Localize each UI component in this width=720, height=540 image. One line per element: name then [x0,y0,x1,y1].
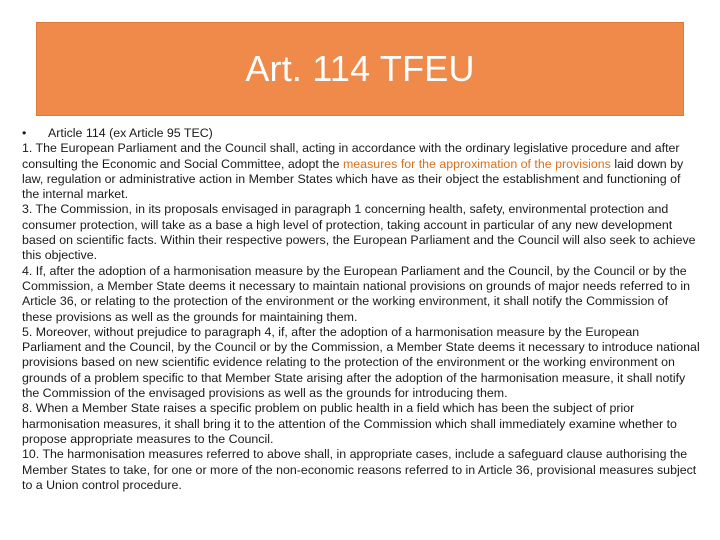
paragraph-8: 8. When a Member State raises a specific problem on public health in a field which has been the subject of prior harmonisation measures, it shall bring it to the attention of the Commission which shall immediately examine whether to propose appropriate measures to the Council. [22,401,677,446]
paragraph-4: 4. If, after the adoption of a harmonisation measure by the European Parliament and the Council, by the Council or by the Commission, a Member State deems it necessary to maintain national provisions on grounds of major needs referred to in Article 36, or relating to the protection of the environment or the working environment, it shall notify the Commission of these provisions as well as the grounds for maintaining them. [22,263,691,324]
paragraph-1-text-end: laid down by law, regulation or administrative action in Member States which have as their object the establishment and functioning of the internal market. [22,156,684,202]
paragraph-3: 3. The Commission, in its proposals envisaged in paragraph 1 concerning health, safety, environmental protection and consumer protection, will take as a base a high level of protection, taking account in particular of any new development based on scientific facts. Within their respective powers, the European Parliament and the Council will also seek to achieve this objective. [22,202,696,263]
title-banner [36,22,684,116]
bullet-icon: • [22,126,27,140]
paragraph-10: 10. The harmonisation measures referred to above shall, in appropriate cases, include a safeguard clause authorising the Member States to take, for one or more of the non-economic reasons referred to in Article 36, provisional measures subject to a Union control procedure. [22,447,697,492]
paragraph-1-highlight: measures for the approximation of the provisions [342,156,611,171]
paragraph-5: 5. Moreover, without prejudice to paragraph 4, if, after the adoption of a harmonisation measure by the European Parliament and the Council, by the Council or by the Commission, a Member State deems it necessary to introduce national provisions based on new scientific evidence relating to the protection of the environment or the working environment on grounds of a problem specific to that Member State arising after the adoption of the harmonisation measure, it shall notify the Commission of the envisaged provisions as well as the grounds for introducing them. [22,324,700,401]
article-body [22,126,700,493]
page-title: Art. 114 TFEU [245,48,475,89]
article-heading: Article 114 (ex Article 95 TEC) [48,126,213,140]
paragraph-1-text-start: 1. The European Parliament and the Council shall, acting in accordance with the ordinary legislative procedure and after consulting the Economic and Social Committee, adopt the [22,141,680,171]
paragraph-1 [22,141,700,202]
article-heading-line [22,126,700,141]
